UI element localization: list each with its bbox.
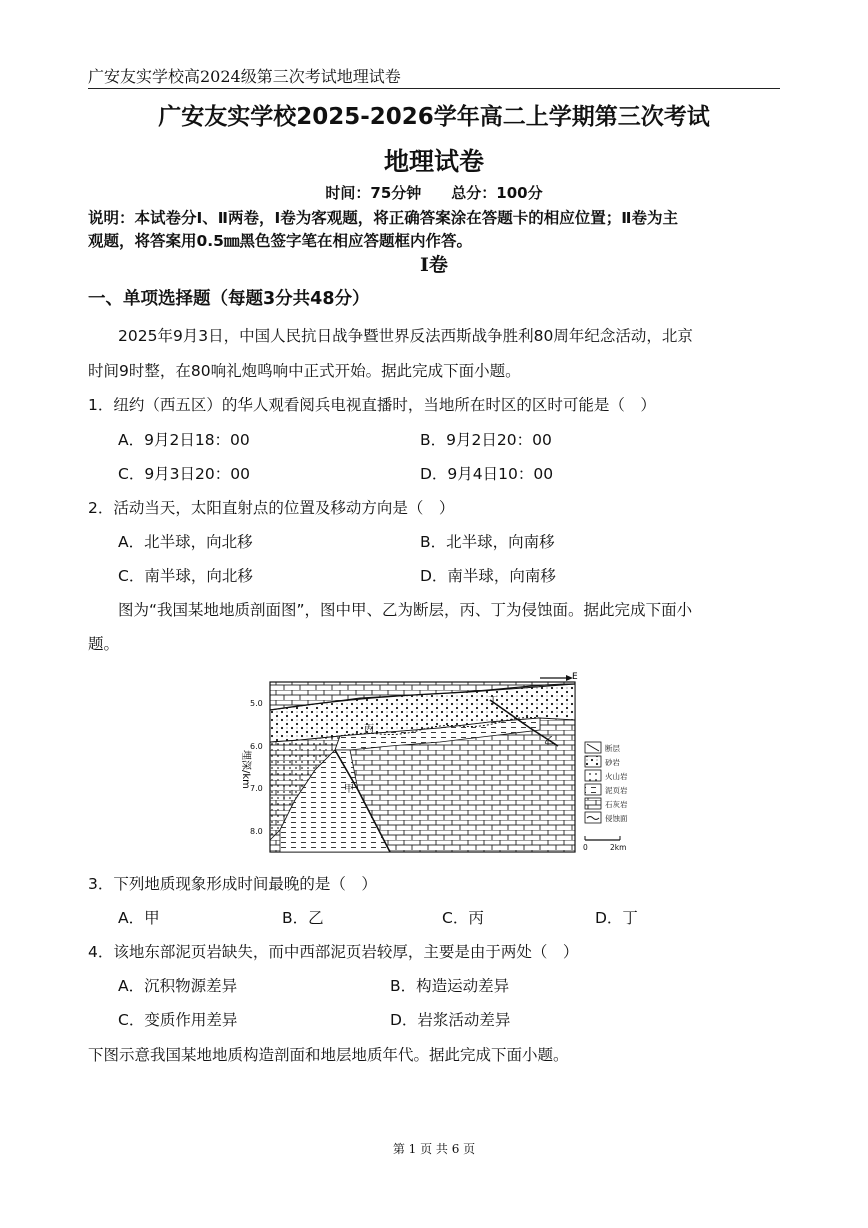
geologic-cross-section-figure	[240, 670, 660, 860]
question-3-option-c: C．丙	[442, 909, 484, 927]
y-axis-label: 埋深/km	[240, 750, 251, 789]
header-divider	[88, 88, 780, 89]
legend-label: 砂岩	[605, 758, 620, 767]
question-2-option-a: A．北半球，向北移	[118, 533, 253, 551]
question-1-option-d: D．9月4日10：00	[420, 465, 554, 483]
question-2-option-c: C．南半球，向北移	[118, 567, 253, 585]
question-3-option-d: D．丁	[595, 909, 638, 927]
passage-1-line-2: 时间9时整，在80响礼炮鸣响中正式开始。据此完成下面小题。	[88, 362, 521, 380]
passage-2-line-1: 图为“我国某地地质剖面图”，图中甲、乙为断层，丙、丁为侵蚀面。据此完成下面小	[118, 601, 693, 619]
legend-limestone-swatch	[585, 798, 601, 809]
y-tick-label: 7.0	[250, 784, 263, 793]
mark-yi: 乙	[544, 736, 554, 747]
y-tick-label: 5.0	[250, 699, 263, 708]
question-2-option-d: D．南半球，向南移	[420, 567, 556, 585]
question-1-option-c: C．9月3日20：00	[118, 465, 250, 483]
question-2-stem: 2．活动当天，太阳直射点的位置及移动方向是（ ）	[88, 499, 455, 517]
y-tick-label: 6.0	[250, 742, 263, 751]
passage-2-line-2: 题。	[88, 635, 120, 653]
legend-label: 断层	[605, 744, 620, 753]
y-tick-label: 8.0	[250, 827, 263, 836]
mark-jia: 甲	[344, 784, 354, 795]
mark-bing: 丙	[364, 724, 374, 735]
question-1-option-b: B．9月2日20：00	[420, 431, 552, 449]
question-4-option-a: A．沉积物源差异	[118, 977, 238, 995]
legend-label: 石灰岩	[605, 800, 628, 809]
east-label: E	[572, 672, 578, 682]
scale-zero: 0	[583, 843, 588, 852]
exam-subject-title: 地理试卷	[383, 147, 484, 176]
question-1-option-a: A．9月2日18：00	[118, 431, 250, 449]
question-4-option-c: C．变质作用差异	[118, 1011, 238, 1029]
legend-shale-swatch	[585, 784, 601, 795]
mark-ding: 丁	[488, 696, 498, 707]
question-3-option-a: A．甲	[118, 909, 160, 927]
question-3-option-b: B．乙	[282, 909, 324, 927]
page-header: 广安友实学校高2024级第三次考试地理试卷	[88, 67, 401, 86]
instructions-line-2: 观题，将答案用0.5㎜黑色签字笔在相应答题框内作答。	[88, 232, 472, 250]
legend	[583, 742, 628, 852]
legend-label: 侵蚀面	[605, 814, 628, 823]
legend-label: 泥页岩	[605, 786, 628, 795]
question-3-stem: 3．下列地质现象形成时间最晚的是（ ）	[88, 875, 377, 893]
passage-1-line-1: 2025年9月3日，中国人民抗日战争暨世界反法西斯战争胜利80周年纪念活动，北京	[118, 327, 693, 345]
passage-3: 下图示意我国某地地质构造剖面和地层地质年代。据此完成下面小题。	[88, 1046, 569, 1064]
scale-label: 2km	[610, 843, 627, 852]
legend-label: 火山岩	[605, 772, 628, 781]
question-2-option-b: B．北半球，向南移	[420, 533, 555, 551]
legend-volcanic-swatch	[585, 770, 601, 781]
page-footer: 第 1 页 共 6 页	[392, 1142, 476, 1156]
section-heading: 一、单项选择题（每题3分共48分）	[88, 289, 370, 309]
question-4-option-d: D．岩浆活动差异	[390, 1011, 511, 1029]
instructions-line-1: 说明：本试卷分Ⅰ、Ⅱ两卷，Ⅰ卷为客观题，将正确答案涂在答题卡的相应位置；Ⅱ卷为主	[88, 209, 678, 227]
legend-sandstone-swatch	[585, 756, 601, 767]
question-1-stem: 1．纽约（西五区）的华人观看阅兵电视直播时，当地所在时区的区时可能是（ ）	[88, 396, 656, 414]
question-4-stem: 4．该地东部泥页岩缺失，而中西部泥页岩较厚，主要是由于两处（ ）	[88, 943, 579, 961]
exam-title: 广安友实学校2025-2026学年高二上学期第三次考试	[158, 104, 710, 130]
volume-heading: Ⅰ卷	[420, 254, 448, 276]
question-4-option-b: B．构造运动差异	[390, 977, 510, 995]
exam-time-score: 时间：75分钟 总分：100分	[325, 184, 543, 202]
